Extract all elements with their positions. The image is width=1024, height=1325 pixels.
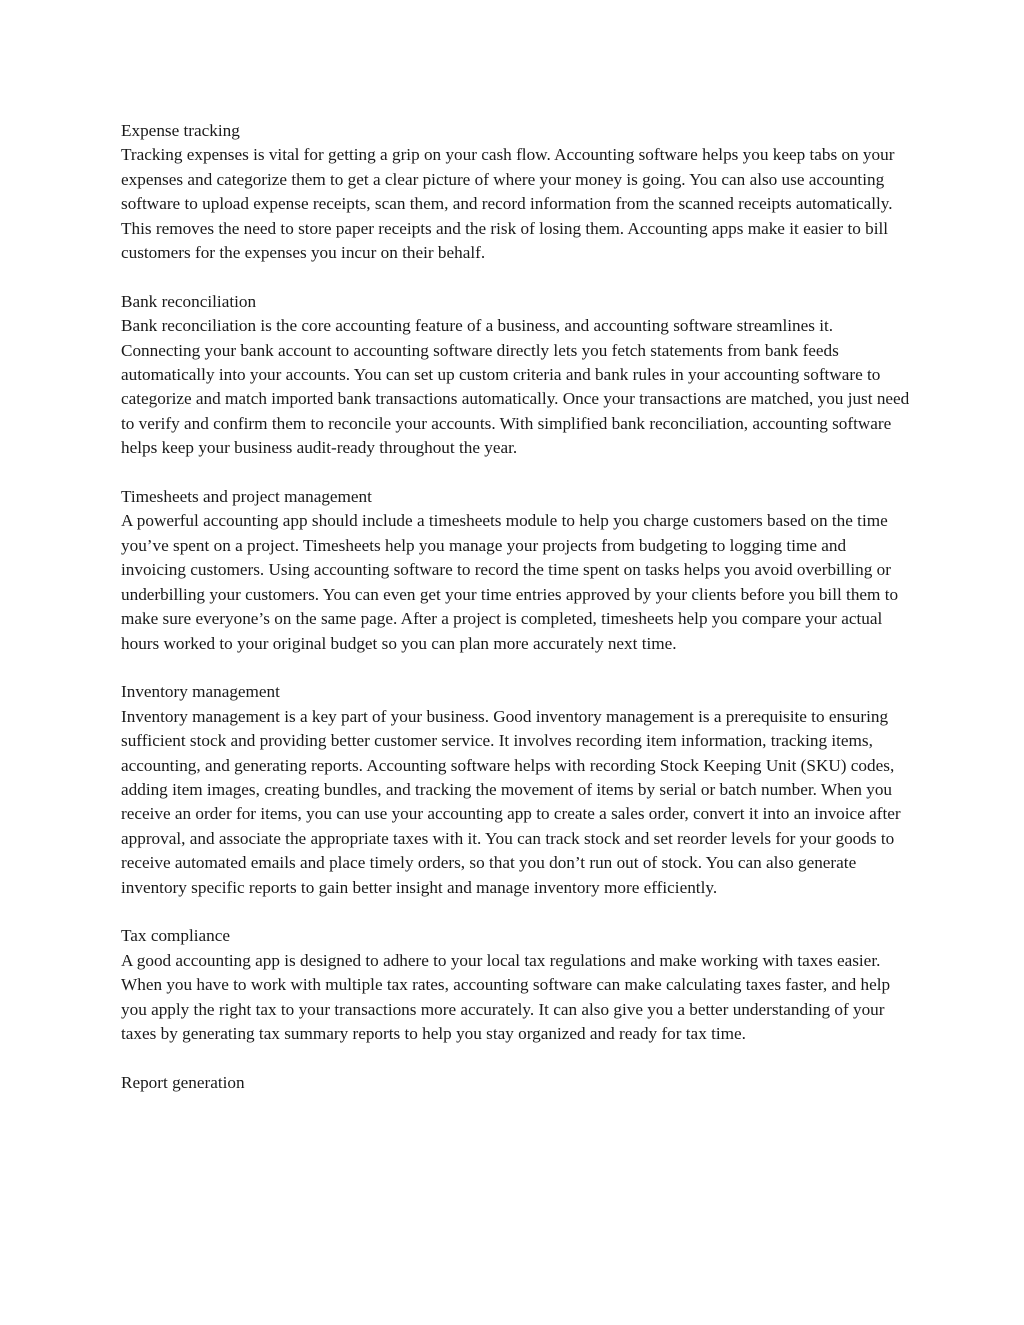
section-heading: Report generation xyxy=(121,1072,245,1092)
section-bank-reconciliation xyxy=(121,290,911,461)
section-heading: Timesheets and project management xyxy=(121,487,372,507)
section-heading: Expense tracking xyxy=(121,121,240,140)
section-heading: Tax compliance xyxy=(121,926,231,946)
section-body: A good accounting app is designed to adhere to your local tax regulations and make working with taxes easier. When you have to work with multiple tax rates, accounting software can make calculating taxes faster, and help you apply the right tax to your transactions more accurately. It can also give you a better understanding of your taxes by generating tax summary reports to help you stay organized and ready for tax time. xyxy=(121,950,891,1043)
document-page xyxy=(121,119,911,1120)
section-body: Tracking expenses is vital for getting a grip on your cash flow. Accounting software helps you keep tabs on your expenses and categorize them to get a clear picture of where your money is going. You can also use accounting software to upload expense receipts, scan them, and record information from the scanned receipts automatically. This removes the need to store paper receipts and the risk of losing them. Accounting apps make it easier to bill customers for the expenses you incur on their behalf. xyxy=(121,145,895,263)
section-expense-tracking xyxy=(121,119,911,265)
section-body: Inventory management is a key part of your business. Good inventory management is a prerequisite to ensuring sufficient stock and providing better customer service. It involves recording item information, tracking items, accounting, and generating reports. Accounting software helps with recording Stock Keeping Unit (SKU) codes, adding item images, creating bundles, and tracking the movement of items by serial or batch number. When you receive an order for items, you can use your accounting app to create a sales order, convert it into an invoice after approval, and associate the appropriate taxes with it. You can track stock and set reorder levels for your goods to receive automated emails and place timely orders, so that you don’t run out of stock. You can also generate inventory specific reports to gain better insight and manage inventory more efficiently. xyxy=(121,706,901,897)
section-body: A powerful accounting app should include a timesheets module to help you charge customers based on the time you’ve spent on a project. Timesheets help you manage your projects from budgeting to logging time and invoicing customers. Using accounting software to record the time spent on tasks helps you avoid overbilling or underbilling your customers. You can even get your time entries approved by your clients before you bill them to make sure everyone’s on the same page. After a project is completed, timesheets help you compare your actual hours worked to your original budget so you can plan more accurately next time. xyxy=(121,511,899,653)
section-body: Bank reconciliation is the core accounting feature of a business, and accounting software streamlines it. Connecting your bank account to accounting software directly lets you fetch statements from bank feeds automatically into your accounts. You can set up custom criteria and bank rules in your accounting software to categorize and match imported bank transactions automatically. Once your transactions are matched, you just need to verify and confirm them to reconcile your accounts. With simplified bank reconciliation, accounting software helps keep your business audit-ready throughout the year. xyxy=(121,316,910,458)
section-tax-compliance xyxy=(121,924,911,1046)
section-report-generation xyxy=(121,1071,911,1095)
section-timesheets-project-management xyxy=(121,485,911,656)
section-heading: Bank reconciliation xyxy=(121,291,257,311)
section-heading: Inventory management xyxy=(121,682,280,702)
section-inventory-management xyxy=(121,680,911,900)
